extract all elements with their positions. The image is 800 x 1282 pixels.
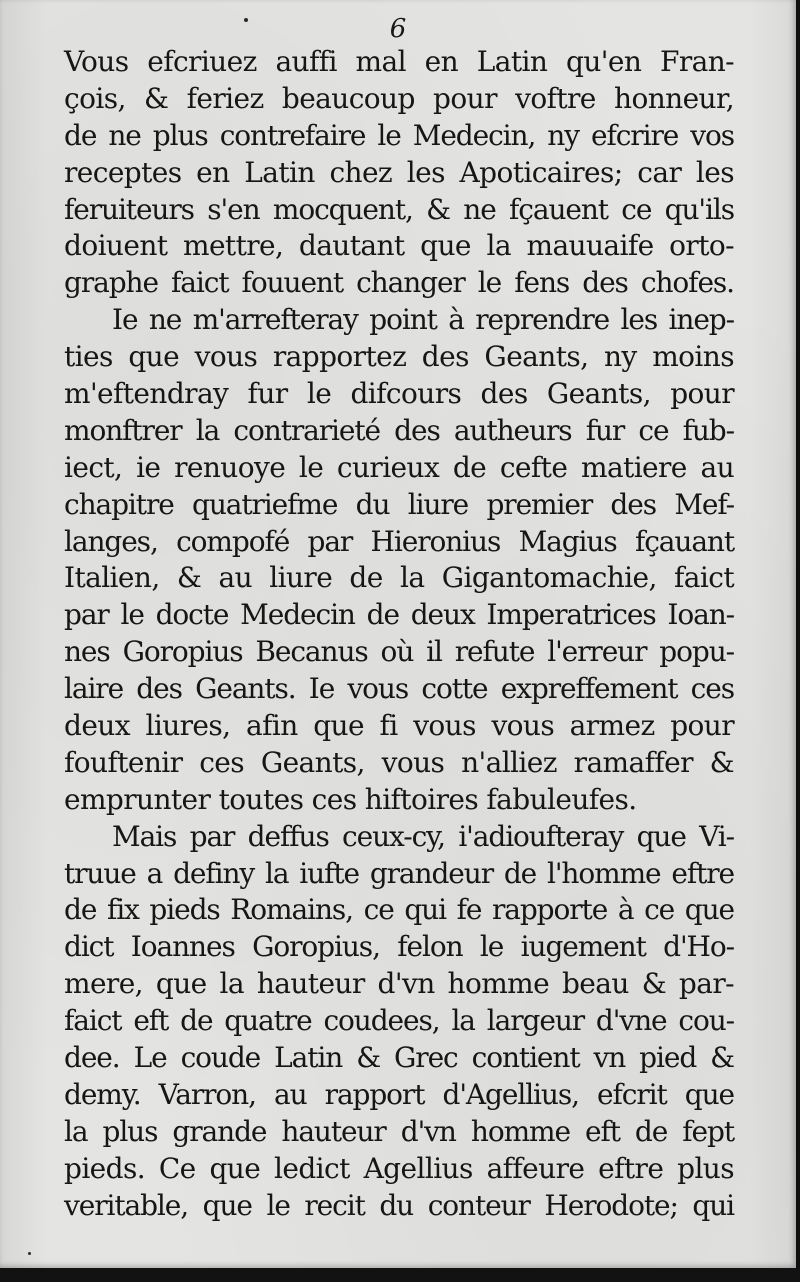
ink-speck [28,1252,31,1255]
text-line: dee. Le coude Latin & Grec contient vn pied & [64,1041,734,1075]
text-line: veritable, que le recit du conteur Herodote; qui [64,1188,734,1222]
text-line: ties que vous rapportez des Geants, ny moins [64,340,734,374]
text-line: chapitre quatriefme du liure premier des Mef- [64,487,734,521]
scan-edge-bottom [0,1268,800,1282]
text-line: nes Goropius Becanus où il refute l'erreur popu- [64,635,734,669]
text-line: mere, que la hauteur d'vn homme beau & par- [64,967,734,1001]
scan-edge-right [796,0,800,1282]
text-line: par le docte Medecin de deux Imperatrices Ioan- [64,598,734,632]
page-number: 6 [389,14,407,44]
text-line: graphe faict fouuent changer le fens des chofes. [64,266,734,300]
text-line: çois, & feriez beaucoup pour voftre honneur, [64,81,734,115]
text-line: de ne plus contrefaire le Medecin, ny efcrire vos [64,118,734,152]
text-line: feruiteurs s'en mocquent, & ne fçauent ce qu'ils [64,192,734,226]
text-line: doiuent mettre, dautant que la mauuaife orto- [64,229,734,263]
text-line: dict Ioannes Goropius, felon le iugement d'Ho- [64,930,734,964]
text-line: m'eftendray fur le difcours des Geants, pour [64,377,734,411]
text-line: truue a definy la iufte grandeur de l'homme eftre [64,856,734,890]
text-line: deux liures, afin que fi vous vous armez pour [64,709,734,743]
text-line: Ie ne m'arrefteray point à reprendre les inep- [112,303,734,337]
text-line: Mais par deffus ceux-cy, i'adioufteray que Vi- [112,819,734,853]
text-line: la plus grande hauteur d'vn homme eft de fept [64,1114,734,1148]
text-line: demy. Varron, au rapport d'Agellius, efcrit que [64,1077,734,1111]
text-line: laire des Geants. Ie vous cotte expreffement ces [64,672,734,706]
text-line: emprunter toutes ces hiftoires fabuleufes. [64,782,637,816]
text-line: pieds. Ce que ledict Agellius affeure eftre plus [64,1151,734,1185]
ink-speck [244,18,248,22]
text-line: Italien, & au liure de la Gigantomachie, faict [64,561,734,595]
text-line: langes, compofé par Hieronius Magius fçauant [64,524,734,558]
text-line: fouftenir ces Geants, vous n'alliez ramaffer & [64,745,734,779]
text-line: iect, ie renuoye le curieux de cefte matiere au [64,450,734,484]
text-line: monftrer la contrarieté des autheurs fur ce fub- [64,413,734,447]
text-line: faict eft de quatre coudees, la largeur d'vne cou- [64,1004,734,1038]
text-line: Vous efcriuez auffi mal en Latin qu'en Fran- [64,45,734,78]
body-text [64,44,734,1225]
text-line: receptes en Latin chez les Apoticaires; car les [64,155,734,189]
text-line: de fix pieds Romains, ce qui fe rapporte à ce que [64,893,734,927]
